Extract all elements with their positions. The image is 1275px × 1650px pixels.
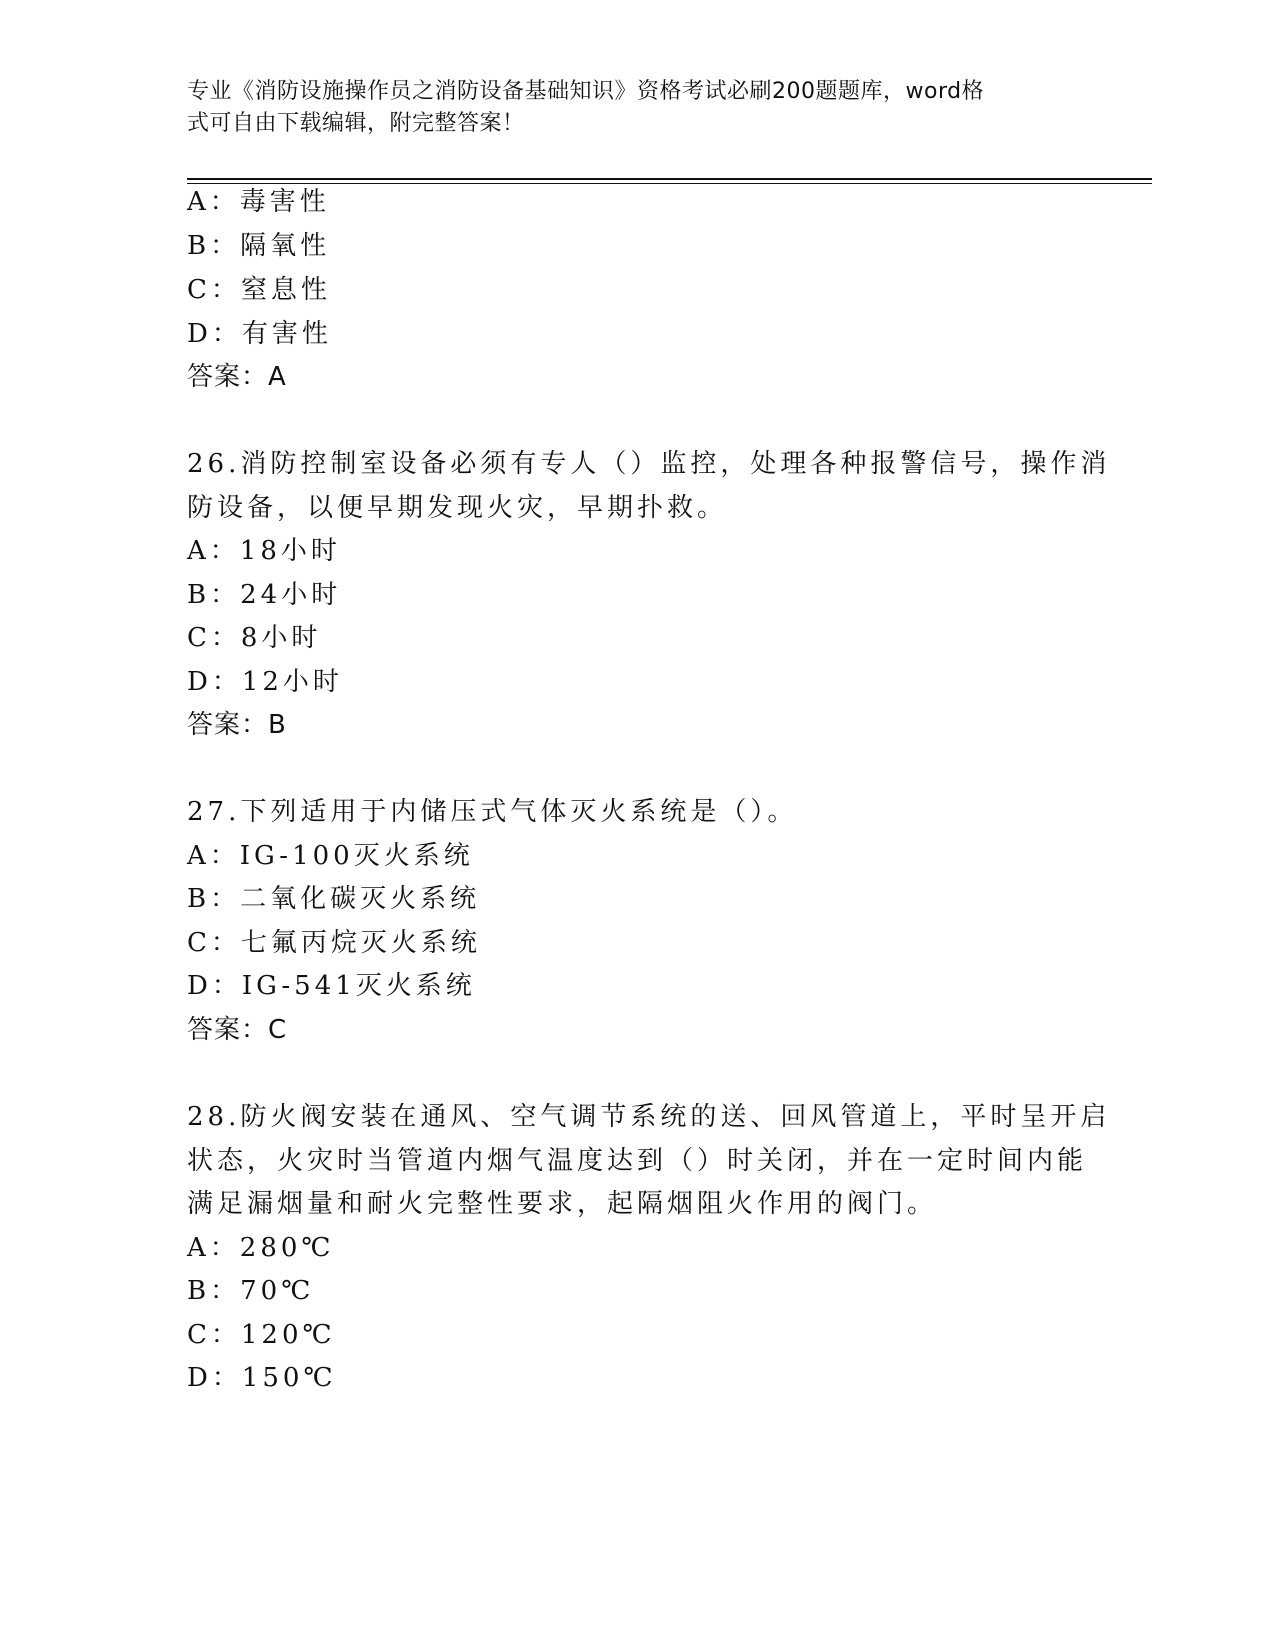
header-divider-thin	[187, 183, 1152, 184]
q26-stem-line-1: 26.消防控制室设备必须有专人（）监控，处理各种报警信号，操作消	[187, 449, 1111, 479]
q26-stem-line-2: 防设备，以便早期发现火灾，早期扑救。	[187, 493, 728, 523]
q27-option-d: D：IG-541灭火系统	[187, 971, 476, 1001]
header-line-1: 专业《消防设施操作员之消防设备基础知识》资格考试必刷200题题库，word格	[187, 79, 985, 104]
q27-option-a: A：IG-100灭火系统	[187, 841, 474, 871]
q26-option-d: D：12小时	[187, 667, 343, 697]
q28-stem-line-3: 满足漏烟量和耐火完整性要求，起隔烟阻火作用的阀门。	[187, 1189, 938, 1219]
header-divider	[187, 178, 1152, 180]
q26-option-c: C：8小时	[187, 623, 322, 653]
q28-option-b: B：70℃	[187, 1276, 315, 1306]
q26-answer: 答案：B	[187, 710, 287, 740]
q27-stem-line-1: 27.下列适用于内储压式气体灭火系统是（）。	[187, 797, 798, 827]
q28-stem-line-1: 28.防火阀安装在通风、空气调节系统的送、回风管道上，平时呈开启	[187, 1102, 1111, 1132]
q28-stem-line-2: 状态，火灾时当管道内烟气温度达到（）时关闭，并在一定时间内能	[187, 1146, 1088, 1176]
q25-option-d: D：有害性	[187, 319, 332, 349]
q28-option-c: C：120℃	[187, 1320, 336, 1350]
q25-answer: 答案：A	[187, 362, 287, 392]
q25-option-b: B：隔氧性	[187, 231, 331, 261]
header-line-2: 式可自由下载编辑，附完整答案！	[187, 111, 525, 136]
q27-option-b: B：二氧化碳灭火系统	[187, 884, 481, 914]
q25-option-c: C：窒息性	[187, 275, 331, 305]
q25-option-a: A：毒害性	[187, 187, 330, 217]
q28-option-d: D：150℃	[187, 1363, 337, 1393]
q28-option-a: A：280℃	[187, 1233, 335, 1263]
q27-option-c: C：七氟丙烷灭火系统	[187, 928, 481, 958]
q26-option-a: A：18小时	[187, 536, 341, 566]
q26-option-b: B：24小时	[187, 580, 342, 610]
document-header	[187, 76, 1067, 140]
q27-answer: 答案：C	[187, 1015, 288, 1045]
